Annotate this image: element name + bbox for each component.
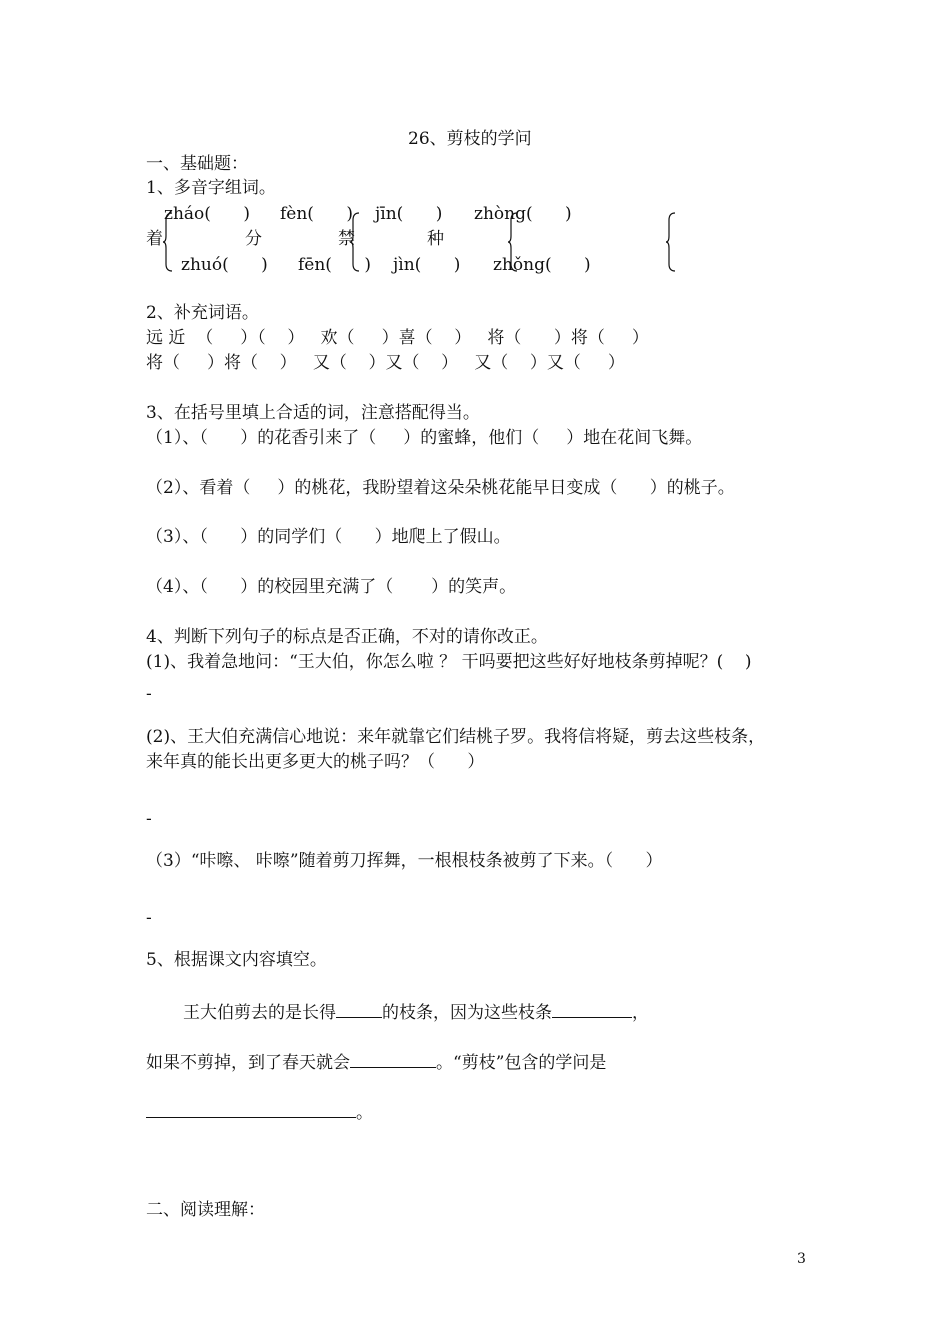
q5-heading: 5、根据课文内容填空。	[146, 950, 327, 970]
answer-dash: -	[146, 809, 152, 829]
pinyin-zhao: zháo( )	[164, 204, 250, 224]
pinyin-zhuo: zhuó( )	[181, 255, 268, 275]
page-number: 3	[797, 1251, 806, 1267]
q5-text: ，	[632, 1003, 649, 1023]
q5-text: 如果不剪掉，到了春天就会	[146, 1053, 350, 1073]
q5-text: 。“剪枝”包含的学问是	[436, 1053, 607, 1073]
fill-blank[interactable]	[336, 999, 382, 1018]
q2-line-2: 将（ ）将（ ） 又（ ）又（ ） 又（ ）又（ ）	[146, 353, 625, 373]
q2-heading: 2、补充词语。	[146, 303, 259, 323]
fill-blank[interactable]	[552, 999, 632, 1018]
char-jin: 禁	[338, 229, 355, 249]
char-fen: 分	[245, 229, 262, 249]
q1-heading: 1、多音字组词。	[146, 178, 276, 198]
pinyin-fen1: fēn( )	[298, 255, 371, 275]
pinyin-fen4: fèn( )	[280, 204, 353, 224]
brace-left-icon	[163, 212, 173, 272]
pinyin-jin4: jìn( )	[393, 255, 461, 275]
q5-sentence-3	[146, 1099, 373, 1124]
brace-left-icon	[350, 212, 360, 272]
q3-item-3: （3）、（ ）的同学们（ ）地爬上了假山。	[146, 527, 511, 547]
q5-text: 。	[356, 1103, 373, 1123]
brace-left-icon	[508, 212, 518, 272]
section-basic-heading: 一、基础题：	[146, 154, 248, 174]
page-title: 26、剪枝的学问	[408, 129, 532, 149]
char-zhong: 种	[427, 229, 444, 249]
brace-left-icon	[666, 212, 676, 272]
q4-item-2-line-2: 来年真的能长出更多更大的桃子吗？（ ）	[146, 752, 485, 772]
section-reading-heading: 二、阅读理解：	[146, 1200, 265, 1220]
pinyin-jin1: jīn( )	[375, 204, 443, 224]
q4-heading: 4、判断下列句子的标点是否正确，不对的请你改正。	[146, 627, 548, 647]
q4-item-3: （3）“咔嚓、 咔嚓”随着剪刀挥舞，一根根枝条被剪了下来。（ ）	[146, 851, 663, 871]
q5-text: 王大伯剪去的是长得	[183, 1003, 336, 1023]
q3-heading: 3、在括号里填上合适的词，注意搭配得当。	[146, 403, 480, 423]
q2-line-1: 远 近 （ ）（ ） 欢（ ）喜（ ） 将（ ）将（ ）	[146, 328, 649, 348]
q5-sentence-2	[146, 1049, 606, 1074]
q3-item-1: （1）、（ ）的花香引来了（ ）的蜜蜂，他们（ ）地在花间飞舞。	[146, 428, 703, 448]
q5-text: 的枝条，因为这些枝条	[382, 1003, 552, 1023]
q3-item-4: （4）、（ ）的校园里充满了（ ）的笑声。	[146, 577, 517, 597]
q5-sentence-1	[183, 999, 649, 1024]
q3-item-2: （2）、看着（ ）的桃花，我盼望着这朵朵桃花能早日变成（ ）的桃子。	[146, 478, 735, 498]
q4-item-2-line-1: (2)、王大伯充满信心地说：来年就靠它们结桃子罗。我将信将疑，剪去这些枝条，	[146, 727, 766, 747]
char-zhe: 着	[146, 229, 163, 249]
pinyin-zhong4: zhòng( )	[474, 204, 572, 224]
answer-dash: -	[146, 684, 152, 704]
q4-item-1: (1)、我着急地问：“王大伯，你怎么啦 ？ 干吗要把这些好好地枝条剪掉呢？( )	[146, 652, 752, 672]
fill-blank[interactable]	[350, 1049, 436, 1068]
answer-dash: -	[146, 908, 152, 928]
fill-blank[interactable]	[146, 1099, 356, 1118]
pinyin-zhong3: zhǒng( )	[493, 255, 591, 275]
